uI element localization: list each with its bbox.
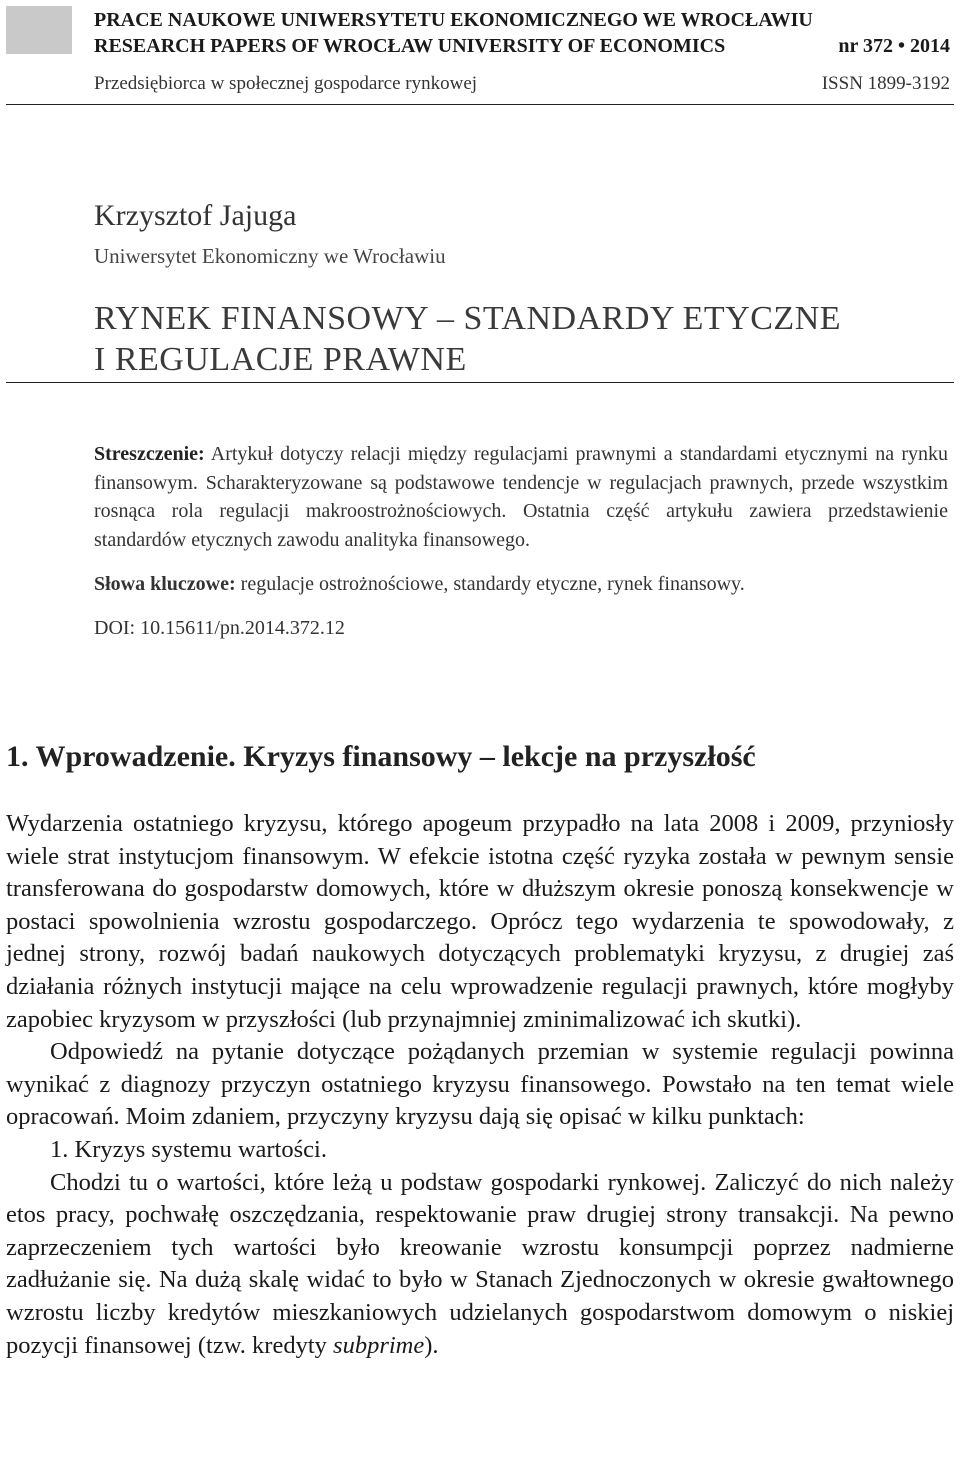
journal-title-pl: PRACE NAUKOWE UNIWERSYTETU EKONOMICZNEGO WE WROCŁAWIU: [94, 9, 813, 31]
keywords: [94, 570, 948, 598]
keywords-text: regulacje ostrożnościowe, standardy etyczne, rynek finansowy.: [235, 573, 745, 595]
paper-title: [94, 298, 841, 380]
abstract: [94, 440, 948, 554]
list-item-1: 1. Kryzys systemu wartości.: [50, 1135, 327, 1163]
paragraph-2: Odpowiedź na pytanie dotyczące pożądanych przemian w systemie regulacji powinna wynikać z diagnozy przyczyn ostatniego kryzysu finansowego. Powstało na ten temat wiele opracowań. Moim zdaniem, przyczyny kryzysu dają się opisać w kilku punktach:: [6, 1038, 954, 1131]
abstract-text: Artykuł dotyczy relacji między regulacjami prawnymi a standardami etycznymi na rynku finansowym. Scharakteryzowane są podstawowe tendencje w regulacjach prawnych, przede wszystkim rosnąca rola regulacji makroostrożnościowych. Ostatnia część artykułu zawiera przedstawienie standardów etycznych zawodu analityka finansowego.: [94, 443, 948, 551]
abstract-label: Streszczenie:: [94, 443, 205, 465]
header-rule: [6, 104, 954, 105]
section-heading: 1. Wprowadzenie. Kryzys finansowy – lekcje na przyszłość: [6, 740, 756, 773]
journal-series: Przedsiębiorca w społecznej gospodarce rynkowej ISSN 1899-3192: [94, 73, 950, 94]
issue-number: nr 372 • 2014: [838, 35, 950, 57]
title-rule: [6, 382, 954, 383]
journal-title-en: RESEARCH PAPERS OF WROCŁAW UNIVERSITY OF ECONOMICS nr 372 • 2014: [94, 35, 950, 57]
author-name: Krzysztof Jajuga: [94, 199, 297, 232]
paragraph-1: Wydarzenia ostatniego kryzysu, którego apogeum przypadło na lata 2008 i 2009, przyniosły wiele strat instytucjom finansowym. W efekcie istotna część ryzyka została w pewnym sensie transferowana do gospodarstw domowych, które w dłuższym okresie ponoszą konsekwencje w postaci spowolnienia wzrostu gospodarczego. Oprócz tego wydarzenia te spowodowały, z jednej strony, rozwój badań naukowych dotyczących problematyki kryzysu, z drugiej zaś działania różnych instytucji mające na celu wprowadzenie regulacji prawnych, które mogłyby zapobiec kryzysom w przyszłości (lub przynajmniej zminimalizować ich skutki).: [6, 810, 954, 1033]
issn: ISSN 1899-3192: [821, 73, 950, 94]
doi: DOI: 10.15611/pn.2014.372.12: [94, 617, 345, 639]
paper-title-line2: I REGULACJE PRAWNE: [94, 341, 467, 378]
keywords-label: Słowa kluczowe:: [94, 573, 236, 595]
header-gray-box: [6, 6, 72, 54]
subprime-term: subprime: [333, 1331, 425, 1359]
paper-title-line1: RYNEK FINANSOWY – STANDARDY ETYCZNE: [94, 300, 842, 337]
body-text: [6, 808, 954, 1362]
paragraph-3: Chodzi tu o wartości, które leżą u podstaw gospodarki rynkowej. Zaliczyć do nich należy etos pracy, pochwałę oszczędzania, respektowanie praw drugiej strony transakcji. Na pewno zaprzeczeniem tych wartości było kreowanie wzrostu konsumpcji poprzez nadmierne zadłużanie się. Na dużą skalę widać to było w Stanach Zjednoczonych w okresie gwałtownego wzrostu liczby kredytów mieszkaniowych udzielanych gospodarstwom domowym o niskiej pozycji finansowej (tzw. kredyty subprime).: [6, 1168, 954, 1359]
author-affiliation: Uniwersytet Ekonomiczny we Wrocławiu: [94, 244, 446, 268]
